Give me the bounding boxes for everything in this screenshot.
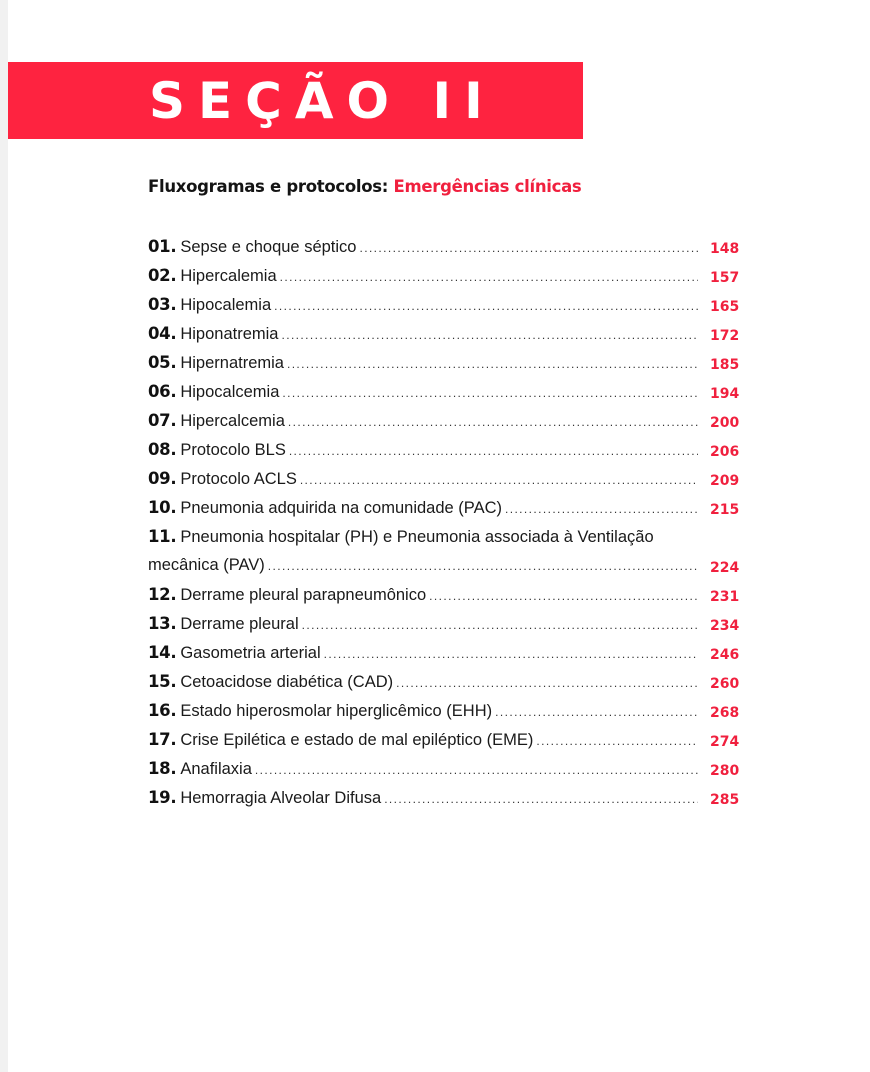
toc-dot-leader xyxy=(302,611,698,640)
toc-entry-number: 07. xyxy=(148,411,177,430)
toc-entry[interactable] xyxy=(148,377,748,406)
toc-entry-title: Hipercalemia xyxy=(180,267,277,285)
toc-entry-title: Hiponatremia xyxy=(180,325,279,343)
toc-entry-title: Sepse e choque séptico xyxy=(180,238,357,256)
toc-entry[interactable] xyxy=(148,435,748,464)
toc-entry-title: Protocolo BLS xyxy=(180,441,286,459)
toc-entry[interactable] xyxy=(148,783,748,812)
toc-entry-page: 234 xyxy=(710,618,740,634)
toc-dot-leader xyxy=(384,785,698,814)
toc-entry-page: 274 xyxy=(710,734,740,750)
toc-entry-number: 02. xyxy=(148,266,177,285)
toc-entry[interactable] xyxy=(148,725,748,754)
toc-entry[interactable] xyxy=(148,638,748,667)
table-of-contents xyxy=(148,232,748,812)
toc-entry-number: 17. xyxy=(148,730,177,749)
toc-entry-title: Hemorragia Alveolar Difusa xyxy=(180,789,382,807)
toc-entry-number: 08. xyxy=(148,440,177,459)
toc-dot-leader xyxy=(282,379,698,408)
toc-entry[interactable] xyxy=(148,696,748,725)
toc-dot-leader xyxy=(280,263,698,292)
toc-dot-leader xyxy=(288,408,698,437)
toc-entry-title: Hipocalcemia xyxy=(180,383,280,401)
subtitle-accent: Emergências clínicas xyxy=(393,177,582,196)
toc-entry[interactable] xyxy=(148,667,748,696)
toc-entry-number: 16. xyxy=(148,701,177,720)
toc-entry-number: 15. xyxy=(148,672,177,691)
page-left-edge xyxy=(0,0,8,1072)
toc-dot-leader xyxy=(429,582,698,611)
toc-entry-title: Hipocalemia xyxy=(180,296,272,314)
toc-dot-leader xyxy=(495,698,698,727)
toc-entry-number: 11. xyxy=(148,527,177,546)
toc-entry[interactable] xyxy=(148,464,748,493)
toc-entry-page: 224 xyxy=(710,560,740,576)
toc-entry[interactable] xyxy=(148,580,748,609)
toc-entry-page: 185 xyxy=(710,357,740,373)
toc-entry-title: Protocolo ACLS xyxy=(180,470,297,488)
toc-dot-leader xyxy=(255,756,698,785)
toc-dot-leader xyxy=(289,437,698,466)
toc-entry-title: Hipercalcemia xyxy=(180,412,285,430)
toc-dot-leader xyxy=(268,552,698,581)
toc-entry-page: 231 xyxy=(710,589,740,605)
toc-entry-title: Cetoacidose diabética (CAD) xyxy=(180,673,394,691)
toc-entry-number: 19. xyxy=(148,788,177,807)
toc-entry-title: Estado hiperosmolar hiperglicêmico (EHH) xyxy=(180,702,493,720)
toc-entry-page: 246 xyxy=(710,647,740,663)
toc-entry[interactable] xyxy=(148,754,748,783)
page-subtitle xyxy=(148,177,581,196)
toc-entry[interactable] xyxy=(148,348,748,377)
toc-dot-leader xyxy=(359,234,698,263)
toc-entry-number: 01. xyxy=(148,237,177,256)
toc-entry-number: 04. xyxy=(148,324,177,343)
toc-dot-leader xyxy=(505,495,698,524)
toc-entry-title: Pneumonia adquirida na comunidade (PAC) xyxy=(180,499,502,517)
toc-entry-page: 209 xyxy=(710,473,740,489)
toc-entry[interactable] xyxy=(148,406,748,435)
toc-entry-page: 285 xyxy=(710,792,740,808)
toc-entry-page: 194 xyxy=(710,386,740,402)
section-title: SEÇÃO II xyxy=(149,72,496,130)
toc-entry[interactable] xyxy=(148,609,748,638)
toc-entry-number: 10. xyxy=(148,498,177,517)
toc-entry-page: 280 xyxy=(710,763,740,779)
toc-entry-number: 03. xyxy=(148,295,177,314)
toc-entry-title: Crise Epilética e estado de mal epiléptico (EME) xyxy=(180,731,534,749)
toc-dot-leader xyxy=(274,292,698,321)
toc-dot-leader xyxy=(300,466,698,495)
toc-entry-page: 200 xyxy=(710,415,740,431)
toc-entry-page: 260 xyxy=(710,676,740,692)
toc-dot-leader xyxy=(536,727,698,756)
toc-entry[interactable] xyxy=(148,522,748,580)
toc-entry[interactable] xyxy=(148,493,748,522)
toc-entry[interactable] xyxy=(148,319,748,348)
toc-entry-number: 14. xyxy=(148,643,177,662)
toc-entry[interactable] xyxy=(148,261,748,290)
toc-entry[interactable] xyxy=(148,290,748,319)
toc-entry-page: 157 xyxy=(710,270,740,286)
toc-entry-title-continued: mecânica (PAV) xyxy=(148,556,265,574)
toc-dot-leader xyxy=(396,669,698,698)
toc-entry-title: Derrame pleural parapneumônico xyxy=(180,586,427,604)
toc-entry-page: 148 xyxy=(710,241,740,257)
toc-entry-title: Pneumonia hospitalar (PH) e Pneumonia associada à Ventilação xyxy=(180,528,654,546)
subtitle-prefix: Fluxogramas e protocolos: xyxy=(148,177,394,196)
toc-entry-number: 06. xyxy=(148,382,177,401)
toc-entry-number: 05. xyxy=(148,353,177,372)
toc-entry[interactable] xyxy=(148,232,748,261)
toc-entry-page: 165 xyxy=(710,299,740,315)
toc-entry-number: 12. xyxy=(148,585,177,604)
toc-entry-number: 09. xyxy=(148,469,177,488)
toc-entry-page: 206 xyxy=(710,444,740,460)
toc-entry-page: 172 xyxy=(710,328,740,344)
toc-entry-title: Anafilaxia xyxy=(180,760,252,778)
toc-entry-number: 13. xyxy=(148,614,177,633)
toc-dot-leader xyxy=(287,350,698,379)
toc-dot-leader xyxy=(324,640,698,669)
toc-entry-page: 215 xyxy=(710,502,740,518)
toc-entry-number: 18. xyxy=(148,759,177,778)
toc-entry-page: 268 xyxy=(710,705,740,721)
section-banner xyxy=(8,62,583,139)
toc-dot-leader xyxy=(281,321,698,350)
toc-entry-title: Hipernatremia xyxy=(180,354,284,372)
toc-entry-title: Gasometria arterial xyxy=(180,644,321,662)
toc-entry-title: Derrame pleural xyxy=(180,615,299,633)
